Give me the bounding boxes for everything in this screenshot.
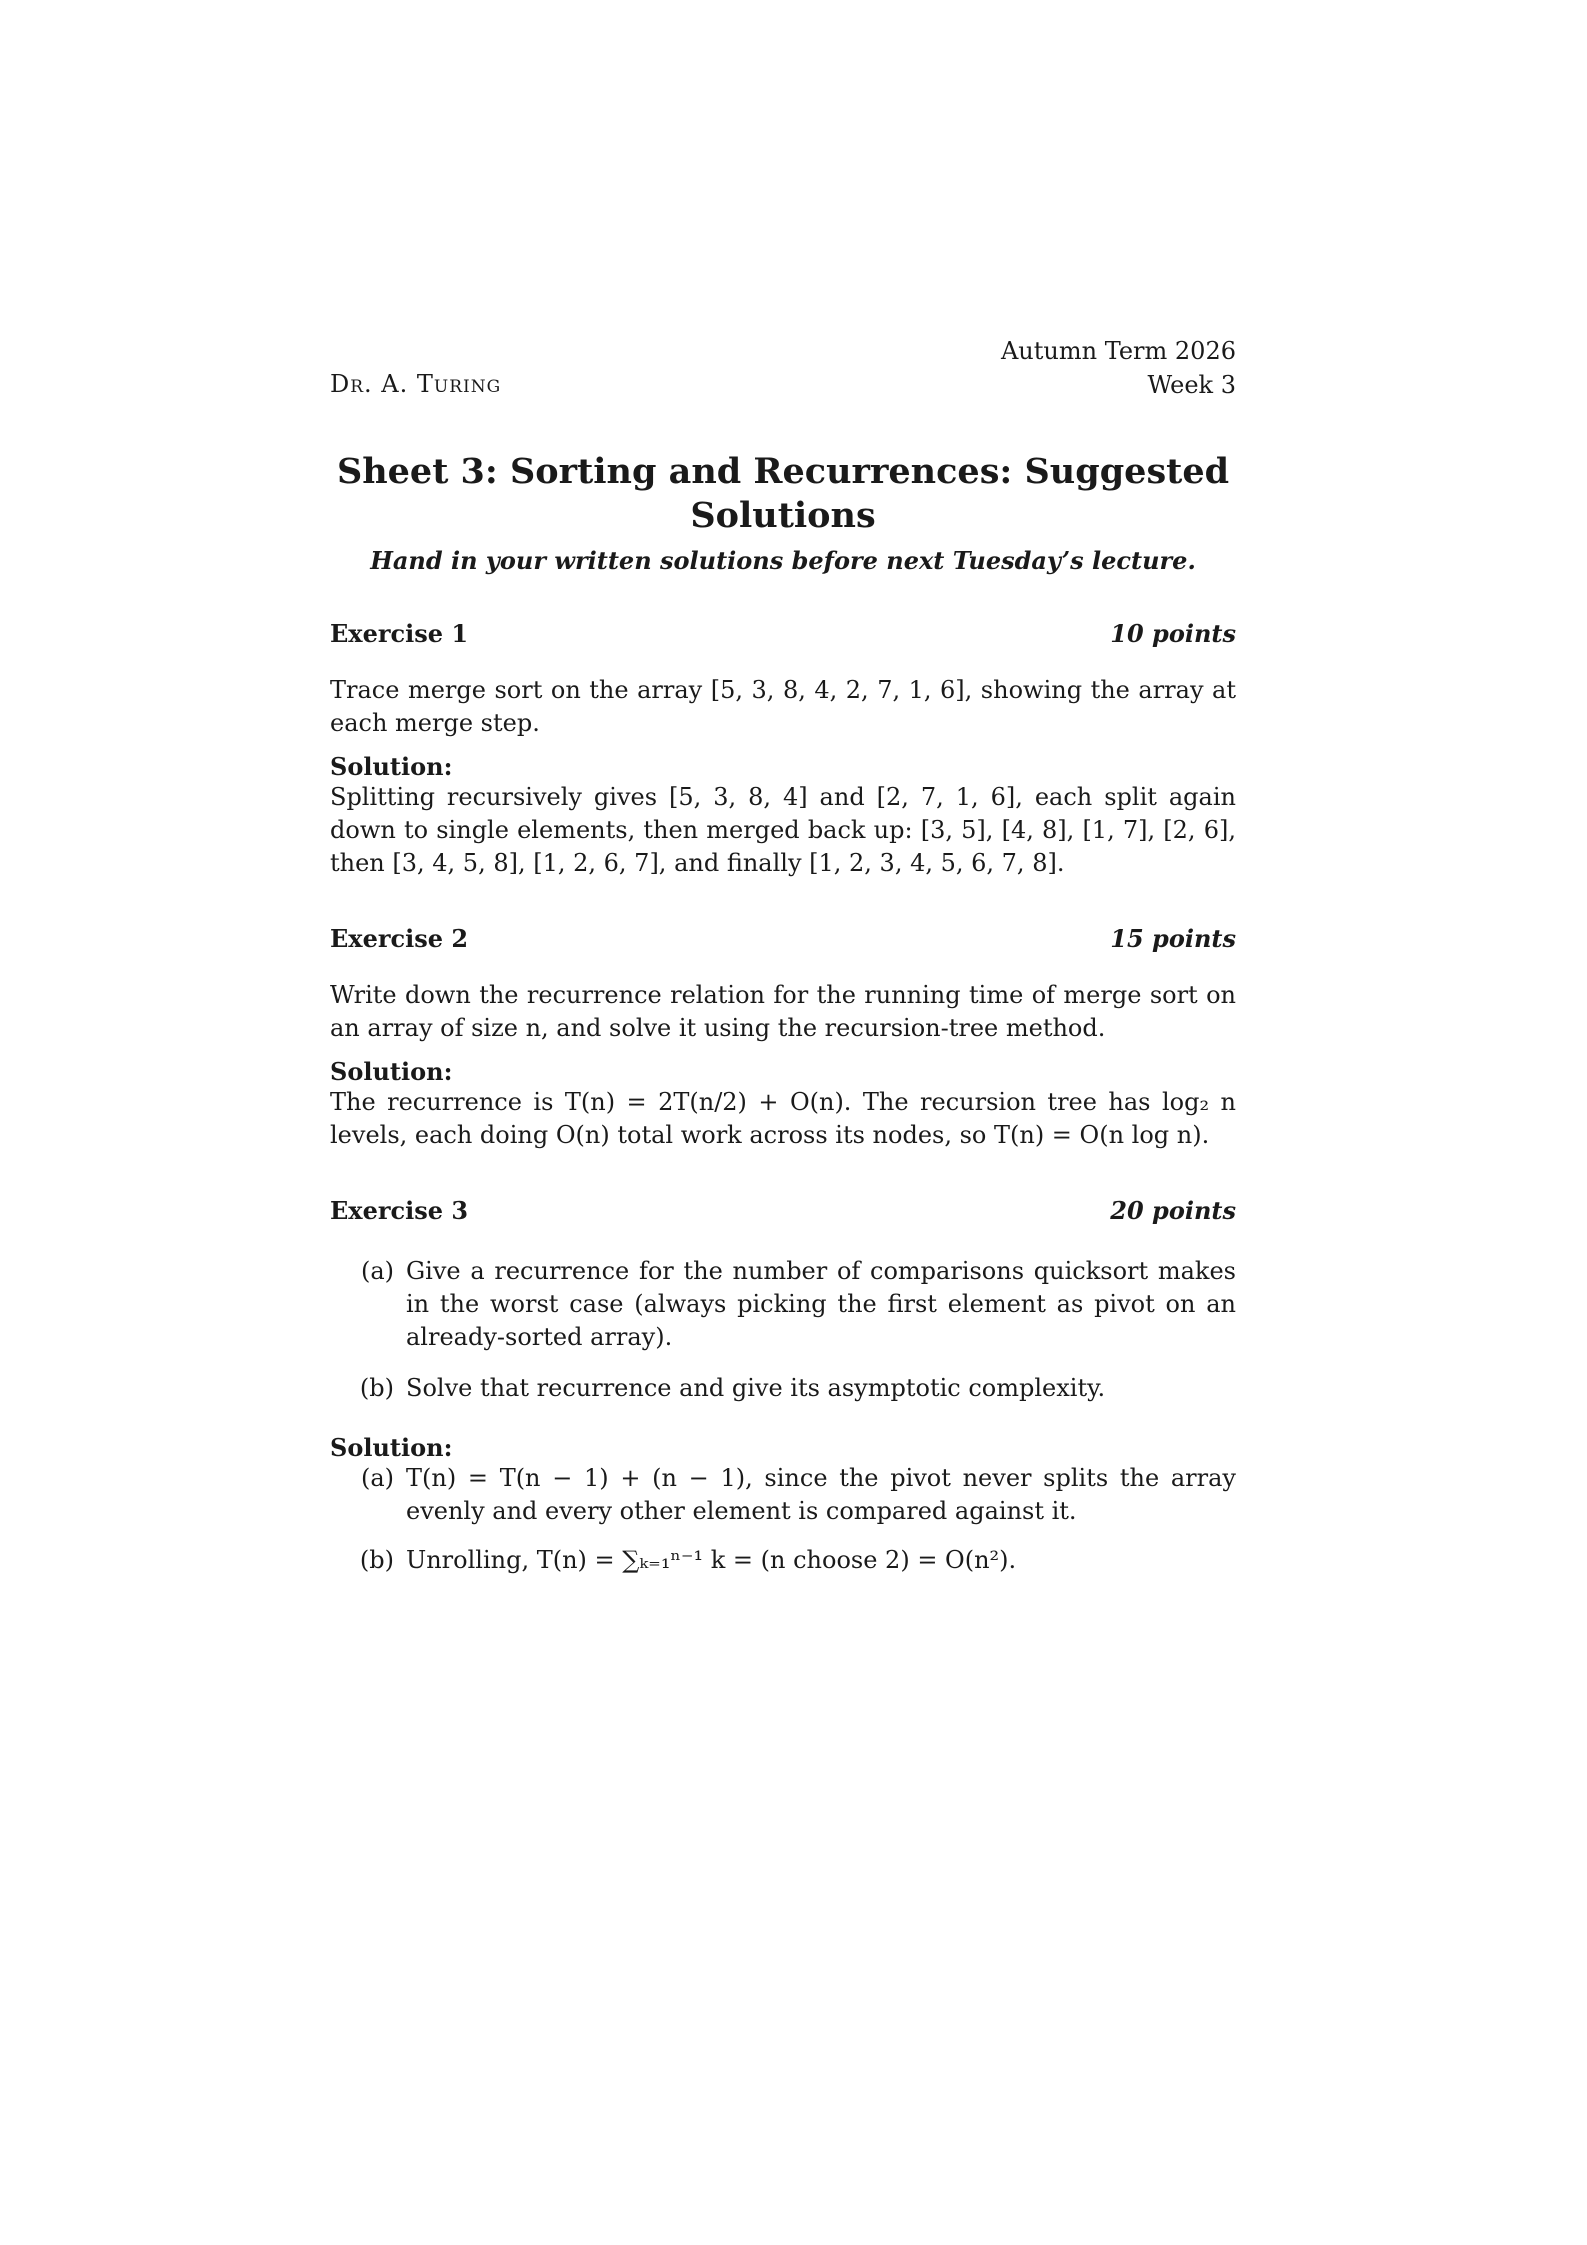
- exercise-3-solution-label: Solution:: [330, 1433, 453, 1462]
- exercise-2-solution-label: Solution:: [330, 1057, 453, 1086]
- exercise-3-solution-a: [330, 1462, 1236, 1528]
- exercise-2-header: [330, 924, 1236, 953]
- exercise-3-part-b: [330, 1372, 1236, 1405]
- part-text: T(n) = T(n − 1) + (n − 1), since the pivot never splits the array evenly and every other element is compared against it.: [406, 1464, 1236, 1525]
- part-text: Solve that recurrence and give its asymptotic complexity.: [406, 1374, 1106, 1402]
- term-block: [1001, 334, 1236, 402]
- title-line-1: Sheet 3: Sorting and Recurrences: Suggested: [336, 451, 1230, 492]
- exercise-3-points: 20 points: [1110, 1196, 1236, 1225]
- header: [330, 330, 1236, 410]
- exercise-3-solution-parts: [330, 1462, 1236, 1577]
- exercise-1-title: Exercise 1: [330, 619, 469, 648]
- exercise-1-question: Trace merge sort on the array [5, 3, 8, 4, 2, 7, 1, 6], showing the array at each merge step.: [330, 676, 1236, 737]
- author: Dr. A. Turing: [330, 370, 502, 398]
- part-label: (b): [359, 1546, 394, 1574]
- exercise-2-question: Write down the recurrence relation for the running time of merge sort on an array of size n, and solve it using the recursion-tree method.: [330, 981, 1236, 1042]
- term: Autumn Term 2026: [1000, 337, 1236, 365]
- exercise-3-solution-b: [330, 1544, 1236, 1577]
- exercise-3-header: [330, 1196, 1236, 1225]
- part-text: Give a recurrence for the number of comparisons quicksort makes in the worst case (always picking the first element as pivot on an already-sorted array).: [406, 1257, 1236, 1351]
- exercise-1-points: 10 points: [1110, 619, 1236, 648]
- exercise-3-parts: [330, 1255, 1236, 1405]
- exercise-2-solution: The recurrence is T(n) = 2T(n/2) + O(n). The recursion tree has log₂ n levels, each doing O(n) total work across its nodes, so T(n) = O(n log n).: [330, 1088, 1236, 1149]
- part-label: (a): [360, 1257, 394, 1285]
- exercise-2-points: 15 points: [1110, 924, 1236, 953]
- exercise-3-title: Exercise 3: [330, 1196, 469, 1225]
- exercise-1-header: [330, 619, 1236, 648]
- part-text: Unrolling, T(n) = ∑ₖ₌₁ⁿ⁻¹ k = (n choose 2) = O(n²).: [406, 1546, 1017, 1574]
- part-label: (a): [360, 1464, 394, 1492]
- exercise-1-solution: Splitting recursively gives [5, 3, 8, 4] and [2, 7, 1, 6], each split again down to single elements, then merged back up: [3, 5], [4, 8], [1, 7], [2, 6], then [3, 4, 5, 8], [1, 2, 6, 7], and finally [1, 2, 3, 4, 5, 6, 7, 8].: [330, 783, 1236, 877]
- week: Week 3: [1147, 371, 1236, 399]
- subtitle: Hand in your written solutions before next Tuesday’s lecture.: [370, 546, 1196, 575]
- document-page: [330, 330, 1236, 1577]
- exercise-1-solution-label: Solution:: [330, 752, 453, 781]
- exercise-2-title: Exercise 2: [330, 924, 469, 953]
- part-label: (b): [359, 1374, 394, 1402]
- title-line-2: Solutions: [690, 495, 876, 536]
- page-title: [330, 450, 1236, 538]
- exercise-3-part-a: [330, 1255, 1236, 1354]
